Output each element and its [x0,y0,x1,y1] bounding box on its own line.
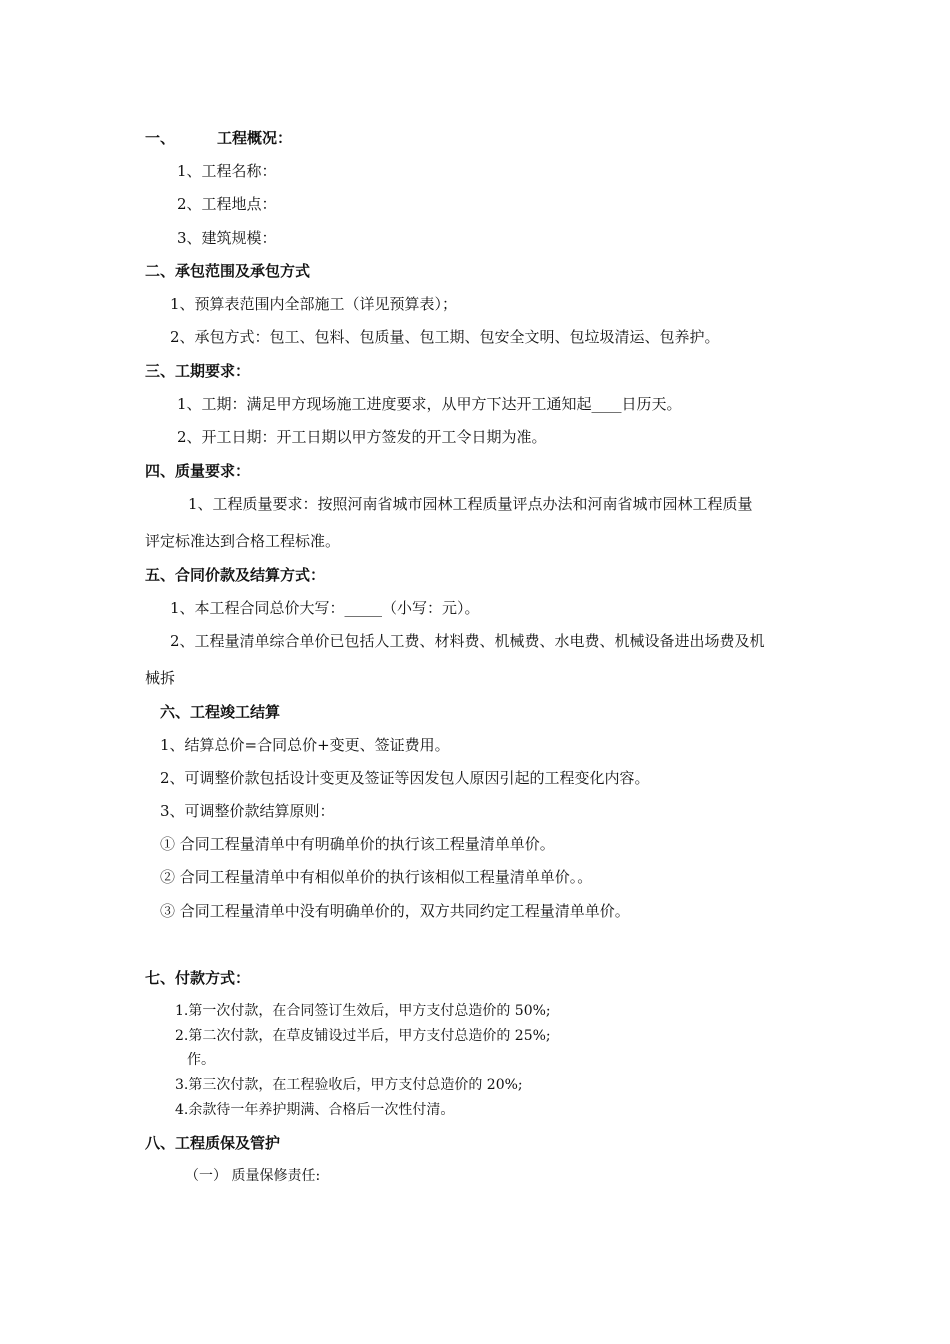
scope-item: 1、预算表范围内全部施工（详见预算表）； [170,295,458,313]
warranty-subheading: （一） 质量保修责任: [185,1168,321,1184]
quality-requirement-line-2: 评定标准达到合格工程标准。 [145,532,341,550]
payment-1-item: 1.第一次付款，在合同签订生效后，甲方支付总造价的 50%; [175,1003,551,1019]
unit-price-item-line-2: 械拆 [145,669,176,687]
payment-2-continuation: 作。 [187,1052,215,1068]
section-4-heading: 四、质量要求： [145,462,251,480]
quality-requirement-line-1: 1、工程质量要求：按照河南省城市园林工程质量评点办法和河南省城市园林工程质量 [188,495,753,513]
principle-2-item: ② 合同工程量清单中有相似单价的执行该相似工程量清单单价。。 [160,868,593,886]
unit-price-item-line-1: 2、工程量清单综合单价已包括人工费、材料费、机械费、水电费、机械设备进出场费及机 [170,632,765,650]
adjustment-principle-item: 3、可调整价款结算原则： [160,802,335,820]
contract-price-item: 1、本工程合同总价大写：_____（小写：元）。 [170,599,480,617]
payment-2-item: 2.第二次付款，在草皮铺设过半后，甲方支付总造价的 25%; [175,1028,551,1044]
contract-method-item: 2、承包方式：包工、包料、包质量、包工期、包安全文明、包垃圾清运、包养护。 [170,328,720,346]
section-8-heading: 八、工程质保及管护 [145,1134,281,1152]
principle-3-item: ③ 合同工程量清单中没有明确单价的，双方共同约定工程量清单单价。 [160,902,630,920]
principle-1-item: ① 合同工程量清单中有明确单价的执行该工程量清单单价。 [160,835,555,853]
duration-item: 1、工期：满足甲方现场施工进度要求，从甲方下达开工通知起____日历天。 [177,395,682,413]
section-1-number: 一、 [145,129,176,147]
start-date-item: 2、开工日期：开工日期以甲方签发的开工令日期为准。 [177,428,547,446]
project-name-item: 1、工程名称： [177,162,277,180]
payment-3-item: 3.第三次付款，在工程验收后，甲方支付总造价的 20%; [175,1077,523,1093]
section-7-heading: 七、付款方式： [145,969,251,987]
section-2-heading: 二、承包范围及承包方式 [145,262,311,280]
adjustable-price-item: 2、可调整价款包括设计变更及签证等因发包人原因引起的工程变化内容。 [160,769,650,787]
payment-4-item: 4.余款待一年养护期满、合格后一次性付清。 [175,1102,455,1118]
section-3-heading: 三、工期要求： [145,362,251,380]
section-5-heading: 五、合同价款及结算方式： [145,566,326,584]
section-1-title: 工程概况： [217,129,293,147]
section-6-heading: 六、工程竣工结算 [160,703,281,721]
section-1-heading [145,128,292,148]
settlement-total-item: 1、结算总价=合同总价+变更、签证费用。 [160,736,450,754]
project-location-item: 2、工程地点： [177,195,277,213]
building-scale-item: 3、建筑规模： [177,229,277,247]
